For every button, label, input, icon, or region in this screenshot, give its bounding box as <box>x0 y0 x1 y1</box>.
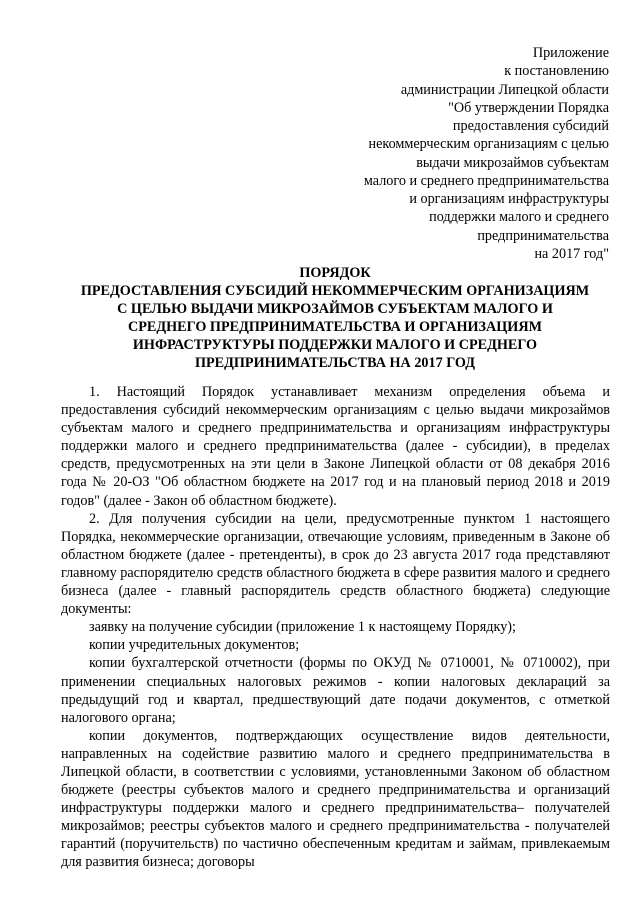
paragraph: 1. Настоящий Порядок устанавливает механизм определения объема и предоставления субсидий некоммерческим организациям с целью выдачи микрозаймов субъектам малого и среднего предпринимательства и организациям инфраструктуры поддержки малого и среднего предпринимательства (далее - субсидии), в пределах средств, предусмотренных на эти цели в Законе Липецкой области от 08 декабря 2016 года № 20-ОЗ "Об областном бюджете на 2017 год и на плановый период 2018 и 2019 годов" (далее - Закон об областном бюджете). <box>61 384 610 509</box>
appendix-line: выдачи микрозаймов субъектам <box>416 154 609 171</box>
paragraph: заявку на получение субсидии (приложение 1 к настоящему Порядку); <box>89 619 516 636</box>
paragraph: копии бухгалтерской отчетности (формы по ОКУД № 0710001, № 0710002), при применении специальных налоговых режимов - копии налоговых деклараций за предыдущий год и квартал, предшествующий дате подачи документов, с отметкой налогового органа; <box>61 655 610 726</box>
appendix-line: к постановлению <box>504 63 609 80</box>
appendix-header <box>289 44 609 263</box>
appendix-line: малого и среднего предпринимательства <box>363 172 609 189</box>
appendix-line: на 2017 год" <box>534 245 609 262</box>
appendix-line: предпринимательства <box>477 227 609 244</box>
title-line: ИНФРАСТРУКТУРЫ ПОДДЕРЖКИ МАЛОГО И СРЕДНЕГО <box>132 337 538 354</box>
title-line: ПРЕДПРИНИМАТЕЛЬСТВА НА 2017 ГОД <box>194 355 476 372</box>
appendix-line: некоммерческим организациям с целью <box>368 136 609 153</box>
appendix-line: поддержки малого и среднего <box>429 209 609 226</box>
appendix-line: Приложение <box>532 45 609 61</box>
paragraph: 2. Для получения субсидии на цели, предусмотренные пунктом 1 настоящего Порядка, некоммерческие организации, отвечающие условиям, приведенным в Законе об областном бюджете (далее - претенденты), в срок до 23 августа 2017 года представляют главному распорядителю средств областного бюджета в сфере развития малого и среднего бизнеса (далее - главный распорядитель средств областного бюджета) следующие документы: <box>61 510 610 618</box>
title-line: ПОРЯДОК <box>299 265 371 281</box>
appendix-line: предоставления субсидий <box>452 118 609 134</box>
title-line: ПРЕДОСТАВЛЕНИЯ СУБСИДИЙ НЕКОММЕРЧЕСКИМ ОРГАНИЗАЦИЯМ <box>80 283 590 300</box>
paragraph: копии документов, подтверждающих осуществление видов деятельности, направленных на содействие развитию малого и среднего предпринимательства в Липецкой области, в соответствии с условиями, установленными Законом об областном бюджете (реестры субъектов малого и среднего предпринимательства и организаций инфраструктуры поддержки малого и среднего предпринимательства– получателей микрозаймов; реестры субъектов малого и среднего предпринимательства - получателей гарантий (поручительств) по частично обеспеченным кредитам и займам, привлекаемым для развития бизнеса; договоры <box>61 727 610 871</box>
title-line: СРЕДНЕГО ПРЕДПРИНИМАТЕЛЬСТВА И ОРГАНИЗАЦИЯМ <box>128 319 542 336</box>
appendix-line: и организациям инфраструктуры <box>409 191 609 207</box>
title-line: С ЦЕЛЬЮ ВЫДАЧИ МИКРОЗАЙМОВ СУБЪЕКТАМ МАЛОГО И <box>117 301 553 318</box>
appendix-line: "Об утверждении Порядка <box>448 99 609 116</box>
appendix-line: администрации Липецкой области <box>400 81 609 98</box>
document-body <box>61 383 610 872</box>
document-title <box>40 264 630 373</box>
paragraph: копии учредительных документов; <box>89 637 300 654</box>
